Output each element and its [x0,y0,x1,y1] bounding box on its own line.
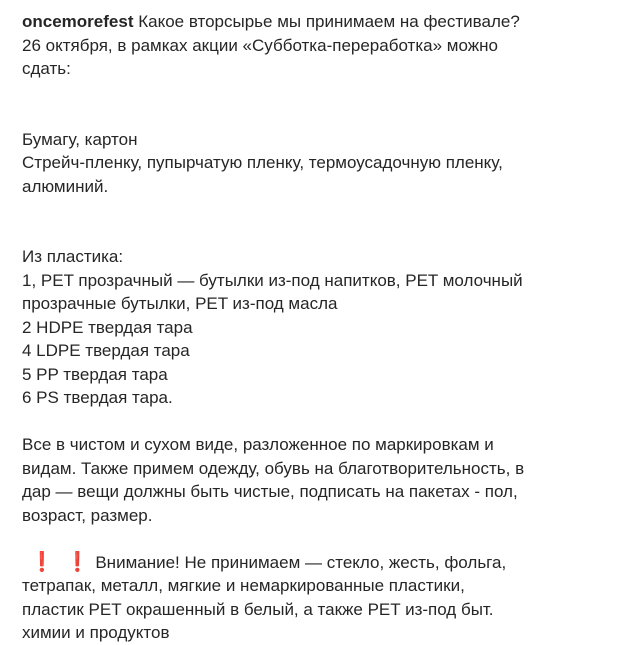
blank-line [22,527,612,551]
blank-line [22,222,612,246]
caption-line: 2 HDPE твердая тара [22,317,193,337]
caption-line [22,10,612,34]
exclamation-icon: ❗ [30,551,54,573]
blank-line [22,104,612,128]
caption-line: Стрейч-пленку, пупырчатую пленку, термоусадочную пленку, [22,153,503,172]
caption-line: 5 PP твердая тара [22,364,168,384]
caption-line: дар — вещи должны быть чистые, подписать на пакетах - пол, [22,482,518,501]
caption-line: 4 LDPE твердая тара [22,341,190,360]
exclamation-icon: ❗ [65,551,90,573]
caption-text: Внимание! Не принимаем — стекло, жесть, фольга, [95,552,507,572]
username-link[interactable]: oncemorefest [22,12,134,31]
post-caption [22,10,612,645]
blank-line [22,198,612,222]
caption-line: алюминий. [22,176,109,196]
blank-line [22,410,612,434]
blank-line [22,81,612,105]
caption-line: пластик PET окрашенный в белый, а также PET из-под быт. [22,599,494,619]
caption-line: видам. Также примем одежду, обувь на благотворительность, в [22,458,525,478]
caption-line: возраст, размер. [22,505,153,525]
caption-line: сдать: [22,59,71,78]
caption-line: Из пластика: [22,247,124,266]
caption-line [22,551,612,575]
caption-line: 6 PS твердая тара. [22,388,173,407]
caption-text: Какое вторсырье мы принимаем на фестивале? [138,12,520,31]
caption-line: Все в чистом и сухом виде, разложенное по маркировкам и [22,435,494,454]
caption-line: 26 октября, в рамках акции «Субботка-переработка» можно [22,35,498,55]
caption-line: тетрапак, металл, мягкие и немаркированные пластики, [22,576,465,595]
caption-line: Бумагу, картон [22,129,138,149]
caption-line: химии и продуктов [22,623,170,642]
caption-line: 1, PET прозрачный — бутылки из-под напитков, PET молочный [22,270,523,290]
caption-line: прозрачные бутылки, PET из-под масла [22,294,338,313]
